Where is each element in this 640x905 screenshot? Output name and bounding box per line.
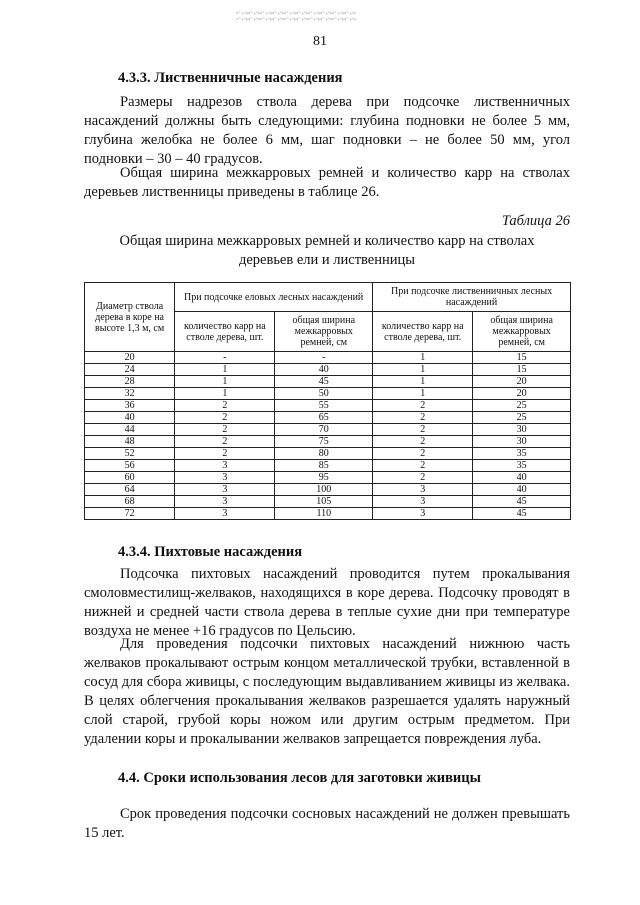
- cell-spruce-count: -: [175, 352, 275, 364]
- cell-spruce-width: 95: [275, 472, 373, 484]
- header-larch-width: общая ширина межкарровых ремней, см: [473, 312, 571, 352]
- cell-diameter: 72: [85, 508, 175, 520]
- table-title-line: деревьев ели и лиственницы: [238, 252, 416, 268]
- cell-larch-count: 2: [373, 412, 473, 424]
- cell-spruce-width: 75: [275, 436, 373, 448]
- cell-larch-width: 20: [473, 376, 571, 388]
- table-row: [85, 364, 571, 376]
- cell-larch-width: 45: [473, 496, 571, 508]
- cell-larch-width: 40: [473, 472, 571, 484]
- cell-spruce-count: 3: [175, 460, 275, 472]
- table-row: [85, 376, 571, 388]
- cell-larch-count: 1: [373, 364, 473, 376]
- cell-spruce-width: 65: [275, 412, 373, 424]
- cell-spruce-count: 1: [175, 388, 275, 400]
- cell-larch-width: 15: [473, 352, 571, 364]
- cell-diameter: 52: [85, 448, 175, 460]
- cell-larch-count: 2: [373, 400, 473, 412]
- cell-diameter: 36: [85, 400, 175, 412]
- cell-spruce-count: 2: [175, 424, 275, 436]
- cell-spruce-width: 70: [275, 424, 373, 436]
- cell-spruce-width: -: [275, 352, 373, 364]
- cell-diameter: 40: [85, 412, 175, 424]
- paragraph: Срок проведения подсочки сосновых насаждений не должен превышать 15 лет.: [84, 806, 570, 841]
- page-number: 81: [313, 34, 327, 49]
- cell-larch-width: 35: [473, 460, 571, 472]
- header-spruce-width: общая ширина межкарровых ремней, см: [275, 312, 373, 352]
- cell-spruce-width: 100: [275, 484, 373, 496]
- cell-spruce-count: 2: [175, 436, 275, 448]
- cell-larch-width: 25: [473, 400, 571, 412]
- cell-larch-count: 2: [373, 472, 473, 484]
- cell-diameter: 44: [85, 424, 175, 436]
- cell-larch-count: 2: [373, 436, 473, 448]
- cell-larch-count: 2: [373, 424, 473, 436]
- table-row: [85, 412, 571, 424]
- section-heading-4-3-4: 4.3.4. Пихтовые насаждения: [118, 544, 303, 560]
- cell-diameter: 28: [85, 376, 175, 388]
- header-larch-group: При подсочке лиственничных лесных насаждений: [373, 283, 571, 312]
- paragraph: Подсочка пихтовых насаждений проводится путем прокалывания смоловместилищ-желваков, находящихся в коре дерева. Подсочку проводят в нижней и средней части ствола дерева в теплые сухие дни при температуре воздуха не менее +16 градусов по Цельсию.: [84, 566, 570, 639]
- cell-larch-count: 1: [373, 388, 473, 400]
- cell-spruce-width: 110: [275, 508, 373, 520]
- cell-spruce-count: 3: [175, 508, 275, 520]
- cell-diameter: 32: [85, 388, 175, 400]
- cell-diameter: 68: [85, 496, 175, 508]
- paragraph: Для проведения подсочки пихтовых насаждений нижнюю часть желваков прокалывают острым концом металлической трубки, вставленной в сосуд для сбора живицы, с последующим выдавливанием живицы из желвака. В целях облегчения прокалывания желваков разрешается удалять наружный слой старой, грубой коры ножом или другим острым предметом. При удалении коры и прокалывании желваков запрещается повреждения луба.: [84, 636, 570, 747]
- cell-spruce-width: 40: [275, 364, 373, 376]
- cell-larch-width: 15: [473, 364, 571, 376]
- cell-spruce-count: 3: [175, 484, 275, 496]
- cell-diameter: 20: [85, 352, 175, 364]
- cell-spruce-count: 3: [175, 496, 275, 508]
- cell-spruce-width: 50: [275, 388, 373, 400]
- table-row: [85, 448, 571, 460]
- table-row: [85, 460, 571, 472]
- cell-larch-width: 25: [473, 412, 571, 424]
- table-row: [85, 496, 571, 508]
- table-row: [85, 352, 571, 364]
- header-spruce-count: количество карр на стволе дерева, шт.: [175, 312, 275, 352]
- cell-spruce-width: 105: [275, 496, 373, 508]
- header-diameter: Диаметр ствола дерева в коре на высоте 1,3 м, см: [85, 283, 175, 352]
- cell-larch-width: 20: [473, 388, 571, 400]
- table-row: [85, 508, 571, 520]
- cell-larch-width: 40: [473, 484, 571, 496]
- scan-noise: [236, 10, 356, 22]
- cell-spruce-count: 2: [175, 412, 275, 424]
- cell-spruce-count: 1: [175, 364, 275, 376]
- cell-spruce-count: 1: [175, 376, 275, 388]
- table-row: [85, 424, 571, 436]
- cell-larch-count: 1: [373, 376, 473, 388]
- cell-spruce-width: 45: [275, 376, 373, 388]
- data-table: [84, 282, 571, 520]
- cell-diameter: 24: [85, 364, 175, 376]
- table-title: [84, 232, 570, 270]
- header-larch-count: количество карр на стволе дерева, шт.: [373, 312, 473, 352]
- cell-diameter: 64: [85, 484, 175, 496]
- cell-diameter: 56: [85, 460, 175, 472]
- section-heading-4-3-3: 4.3.3. Лиственничные насаждения: [118, 70, 343, 86]
- cell-larch-width: 30: [473, 436, 571, 448]
- cell-larch-count: 1: [373, 352, 473, 364]
- cell-larch-count: 3: [373, 508, 473, 520]
- paragraph: Общая ширина межкарровых ремней и количество карр на стволах деревьев лиственницы приведены в таблице 26.: [84, 165, 570, 200]
- table-caption: Таблица 26: [501, 213, 570, 229]
- section-heading-4-4: 4.4. Сроки использования лесов для заготовки живицы: [118, 770, 481, 786]
- table-row: [85, 436, 571, 448]
- table-row: [85, 400, 571, 412]
- cell-spruce-width: 80: [275, 448, 373, 460]
- table-row: [85, 472, 571, 484]
- cell-larch-width: 35: [473, 448, 571, 460]
- cell-larch-width: 45: [473, 508, 571, 520]
- cell-diameter: 60: [85, 472, 175, 484]
- cell-spruce-count: 3: [175, 472, 275, 484]
- table-body: [85, 352, 571, 520]
- cell-spruce-count: 2: [175, 400, 275, 412]
- paragraph: Размеры надрезов ствола дерева при подсочке лиственничных насаждений должны быть следующими: глубина подновки не более 5 мм, глубина желобка не более 6 мм, шаг подновки – не более 50 мм, угол подновки – 30 – 40 градусов.: [84, 94, 570, 167]
- header-spruce-group: При подсочке еловых лесных насаждений: [175, 283, 373, 312]
- cell-spruce-width: 55: [275, 400, 373, 412]
- cell-larch-count: 2: [373, 460, 473, 472]
- cell-larch-count: 3: [373, 496, 473, 508]
- cell-spruce-count: 2: [175, 448, 275, 460]
- cell-larch-count: 3: [373, 484, 473, 496]
- cell-larch-width: 30: [473, 424, 571, 436]
- table-title-line: Общая ширина межкарровых ремней и количество карр на стволах: [119, 233, 535, 249]
- table-row: [85, 484, 571, 496]
- cell-spruce-width: 85: [275, 460, 373, 472]
- cell-diameter: 48: [85, 436, 175, 448]
- cell-larch-count: 2: [373, 448, 473, 460]
- table-row: [85, 388, 571, 400]
